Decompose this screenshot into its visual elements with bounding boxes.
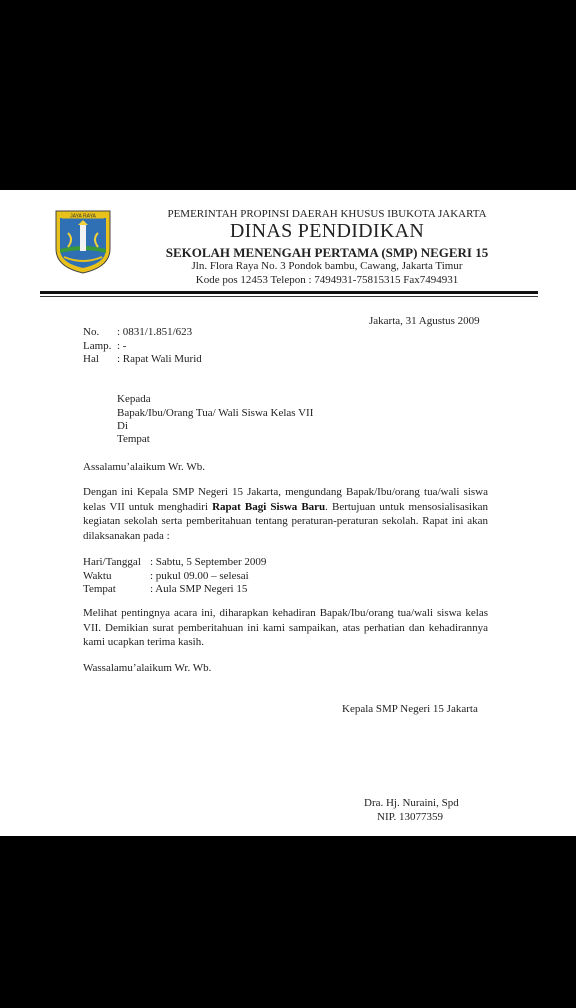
- recipient-line: Bapak/Ibu/Orang Tua/ Wali Siswa Kelas VII: [117, 407, 314, 419]
- letterhead-contact: Kode pos 12453 Telepon : 7494931-75815315 Fax7494931: [195, 274, 459, 286]
- letterhead-school: SEKOLAH MENENGAH PERTAMA (SMP) NEGERI 15: [165, 245, 489, 260]
- meta-label-attachment: Lamp.: [83, 340, 112, 352]
- closing-salutation: Wassalamu’alaikum Wr. Wb.: [83, 662, 212, 674]
- jakarta-emblem-icon: [54, 209, 112, 275]
- recipient-line: Kepada: [117, 393, 151, 405]
- signature-title: Kepala SMP Negeri 15 Jakarta: [342, 703, 478, 715]
- meta-value-number: : 0831/1.851/623: [117, 326, 193, 338]
- recipient-line: Di: [117, 420, 128, 432]
- detail-value-place: : Aula SMP Negeri 15: [150, 583, 248, 595]
- meta-label-subject: Hal: [83, 353, 99, 365]
- event-name: Rapat Bagi Siswa Baru: [212, 500, 326, 513]
- body-paragraph-invitation: Dengan ini Kepala SMP Negeri 15 Jakarta, mengundang Bapak/Ibu/orang tua/wali siswa kelas VII untuk menghadiri Rapat Bagi Siswa Baru. Bertujuan untuk mensosialisasikan kegiatan sekolah serta pemberitahuan tentang peraturan-peraturan sekolah. Rapat ini akan dilaksanakan pada :: [83, 486, 488, 542]
- letterhead-address: Jln. Flora Raya No. 3 Pondok bambu, Cawang, Jakarta Timur: [191, 260, 463, 272]
- letter-date: Jakarta, 31 Agustus 2009: [369, 315, 480, 327]
- detail-label-time: Waktu: [83, 570, 112, 582]
- signature-nip: NIP. 13077359: [377, 811, 444, 823]
- letterhead-department: DINAS PENDIDIKAN: [229, 220, 425, 242]
- meta-value-attachment: : -: [117, 340, 127, 352]
- greeting: Assalamu’alaikum Wr. Wb.: [83, 461, 205, 473]
- detail-value-date: : Sabtu, 5 September 2009: [150, 556, 267, 568]
- meta-value-subject: : Rapat Wali Murid: [117, 353, 202, 365]
- signature-name: Dra. Hj. Nuraini, Spd: [364, 797, 459, 809]
- detail-label-date: Hari/Tanggal: [83, 556, 141, 568]
- logo-text: JAYA RAYA: [70, 213, 96, 220]
- meta-label-number: No.: [83, 326, 100, 338]
- recipient-line: Tempat: [117, 433, 150, 445]
- letterhead-rule-thin: [40, 296, 538, 297]
- detail-label-place: Tempat: [83, 583, 116, 595]
- letterhead-government: PEMERINTAH PROPINSI DAERAH KHUSUS IBUKOTA JAKARTA: [167, 208, 487, 220]
- letter-page: [0, 190, 576, 836]
- body-paragraph-closing: Melihat pentingnya acara ini, diharapkan kehadiran Bapak/Ibu/orang tua/wali siswa kelas VII. Demikian surat pemberitahuan ini kami sampaikan, atas perhatian dan kehadirannya kami ucapkan terima kasih.: [83, 607, 488, 648]
- detail-value-time: : pukul 09.00 – selesai: [150, 570, 249, 582]
- letterhead-rule-thick: [40, 291, 538, 294]
